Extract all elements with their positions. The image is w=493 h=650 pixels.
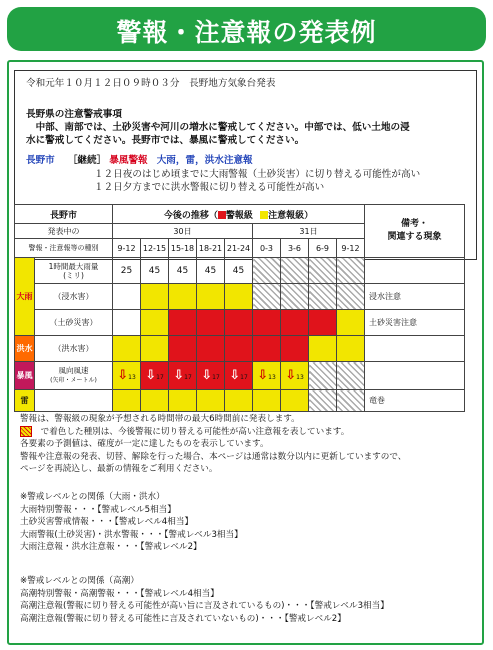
no-data-cell xyxy=(337,284,365,310)
wind-cell: ⇩17 xyxy=(169,362,197,390)
level-item: 土砂災害警戒情報・・・【警戒レベル4相当】 xyxy=(20,517,194,527)
issued-line: 令和元年１０月１２日０９時０３分 長野地方気象台発表 xyxy=(26,78,276,89)
level-cell xyxy=(197,336,225,362)
level-cell xyxy=(225,336,253,362)
page-title: 警報・注意報の発表例 xyxy=(116,18,377,47)
level-cell xyxy=(169,310,197,336)
level-cell xyxy=(141,336,169,362)
levels-tide-block xyxy=(20,575,389,625)
table-area-name: 長野市 xyxy=(15,205,113,224)
level-cell xyxy=(337,336,365,362)
level-cell xyxy=(169,390,197,412)
advisory-legend-icon xyxy=(260,211,268,219)
no-data-cell xyxy=(309,390,337,412)
notes-block xyxy=(20,413,406,476)
remark-cell xyxy=(365,362,465,390)
city-note-2: １２日夕方までに洪水警報に切り替える可能性が高い xyxy=(94,182,325,193)
wind-arrow-icon: ⇩ xyxy=(201,368,213,383)
note-line: ページを再読込し、最新の情報をご利用ください。 xyxy=(20,464,218,474)
level-cell xyxy=(113,390,141,412)
wind-arrow-icon: ⇩ xyxy=(229,368,241,383)
level-cell xyxy=(337,310,365,336)
wind-cell: ⇩13 xyxy=(113,362,141,390)
wind-cell: ⇩17 xyxy=(225,362,253,390)
level-cell xyxy=(141,310,169,336)
level-item: 大雨特別警報・・・【警戒レベル5相当】 xyxy=(20,504,176,515)
level-cell xyxy=(113,284,141,310)
wind-arrow-icon: ⇩ xyxy=(285,368,297,383)
inundation-label: （浸水害） xyxy=(35,284,113,310)
level-cell xyxy=(169,284,197,310)
remark-inundation: 浸水注意 xyxy=(365,284,465,310)
rain-value: 45 xyxy=(225,258,253,284)
category-thunder: 雷 xyxy=(15,390,35,412)
time-slot: 12-15 xyxy=(141,239,169,258)
landslide-label: （土砂災害） xyxy=(35,310,113,336)
no-data-cell xyxy=(309,258,337,284)
level-cell xyxy=(197,390,225,412)
wind-cell: ⇩13 xyxy=(253,362,281,390)
summary-heading: 長野県の注意警戒事項 xyxy=(26,109,122,120)
levels-heading: ※警戒レベルとの関係（高潮） xyxy=(20,576,139,586)
no-data-cell xyxy=(253,258,281,284)
note-line: で着色した種別は、今後警報に切り替える可能性が高い注意報を表しています。 xyxy=(20,426,406,439)
time-slot: 0-3 xyxy=(253,239,281,258)
remark-cell xyxy=(365,336,465,362)
day1-label: 30日 xyxy=(113,224,253,239)
continue-tag: ［継続］ xyxy=(67,155,107,166)
level-cell xyxy=(281,390,309,412)
category-rain: 大雨 xyxy=(15,258,35,336)
row-label-1: 発表中の xyxy=(15,224,113,239)
wind-arrow-icon: ⇩ xyxy=(173,368,185,383)
wind-cell: ⇩17 xyxy=(197,362,225,390)
wind-arrow-icon: ⇩ xyxy=(145,368,157,383)
summary-line-1: 中部、南部では、土砂災害や河川の増水に警戒してください。中部では、低い土地の浸 xyxy=(26,122,410,133)
note-line: 警報や注意報の発表、切替、解除を行った場合、本ページは通常は数分以内に更新していますので、 xyxy=(20,451,407,462)
level-cell xyxy=(253,390,281,412)
time-slot: 21-24 xyxy=(225,239,253,258)
level-cell xyxy=(253,336,281,362)
time-slot: 6-9 xyxy=(309,239,337,258)
remark-cell xyxy=(365,258,465,284)
note-line: 警報は、警報級の現象が予想される時間帯の最大6時間前に発表します。 xyxy=(20,414,300,424)
remarks-header: 備考・ 関連する現象 xyxy=(365,205,465,258)
switch-likely-icon xyxy=(20,426,32,437)
wind-arrow-icon: ⇩ xyxy=(117,368,129,383)
no-data-cell xyxy=(253,284,281,310)
note-line: 各要素の予測値は、確度が一定に達したものを表示しています。 xyxy=(20,439,269,449)
remark-thunder: 竜巻 xyxy=(365,390,465,412)
level-item: 高潮特別警報・高潮警報・・・【警戒レベル4相当】 xyxy=(20,588,219,599)
category-flood: 洪水 xyxy=(15,336,35,362)
rain-max-label: 1時間最大雨量 (ミリ) xyxy=(35,258,113,284)
rain-value: 45 xyxy=(141,258,169,284)
level-cell xyxy=(225,284,253,310)
level-item: 大雨注意報・洪水注意報・・・【警戒レベル2】 xyxy=(20,542,202,552)
summary-line-2: 水に警戒してください。長野市では、暴風に警戒してください。 xyxy=(26,135,305,146)
trend-header: 今後の推移（ 警報級 注意報級） xyxy=(113,205,365,224)
city-note-1: １２日夜のはじめ頃までに大雨警報（土砂災害）に切り替える可能性が高い xyxy=(94,169,421,180)
city-name: 長野市 xyxy=(26,155,55,166)
level-item: 高潮注意報(警報に切り替える可能性が高い旨に言及されているもの)・・・【警戒レベル3相当】 xyxy=(20,601,389,611)
no-data-cell xyxy=(281,284,309,310)
time-slot: 18-21 xyxy=(197,239,225,258)
category-storm: 暴風 xyxy=(15,362,35,390)
levels-rain-block xyxy=(20,491,243,554)
day2-label: 31日 xyxy=(253,224,365,239)
level-cell xyxy=(253,310,281,336)
time-slot: 9-12 xyxy=(337,239,365,258)
time-slot: 9-12 xyxy=(113,239,141,258)
time-slot: 15-18 xyxy=(169,239,197,258)
warn-legend-icon xyxy=(218,211,226,219)
level-cell xyxy=(225,310,253,336)
flood-label: （洪水害） xyxy=(35,336,113,362)
level-cell xyxy=(225,390,253,412)
no-data-cell xyxy=(337,362,365,390)
level-cell xyxy=(113,310,141,336)
forecast-timeline-table xyxy=(14,204,465,412)
thunder-label xyxy=(35,390,113,412)
level-cell xyxy=(281,336,309,362)
title-banner xyxy=(7,7,486,51)
rain-value: 45 xyxy=(197,258,225,284)
no-data-cell xyxy=(309,284,337,310)
rain-value: 25 xyxy=(113,258,141,284)
level-cell xyxy=(197,310,225,336)
row-label-2: 警報・注意報等の種別 xyxy=(15,239,113,258)
level-cell xyxy=(197,284,225,310)
no-data-cell xyxy=(337,390,365,412)
no-data-cell xyxy=(337,258,365,284)
levels-heading: ※警戒レベルとの関係（大雨・洪水） xyxy=(20,492,165,502)
time-slot: 3-6 xyxy=(281,239,309,258)
wind-cell: ⇩17 xyxy=(141,362,169,390)
rain-value: 45 xyxy=(169,258,197,284)
level-cell xyxy=(281,310,309,336)
level-cell xyxy=(113,336,141,362)
level-item: 大雨警報(土砂災害)・洪水警報・・・【警戒レベル3相当】 xyxy=(20,529,243,540)
wind-arrow-icon: ⇩ xyxy=(257,368,269,383)
level-cell xyxy=(141,390,169,412)
remark-landslide: 土砂災害注意 xyxy=(365,310,465,336)
advisory-text: 大雨，雷，洪水注意報 xyxy=(156,155,253,166)
level-item: 高潮注意報(警報に切り替える可能性に言及されていないもの)・・・【警戒レベル2】 xyxy=(20,613,346,624)
level-cell xyxy=(309,310,337,336)
level-cell xyxy=(169,336,197,362)
wind-label: 風向風速 (矢印・メートル) xyxy=(35,362,113,390)
no-data-cell xyxy=(281,258,309,284)
city-warning-line xyxy=(26,154,253,167)
wind-cell: ⇩13 xyxy=(281,362,309,390)
level-cell xyxy=(309,336,337,362)
warning-text: 暴風警報 xyxy=(109,155,148,166)
level-cell xyxy=(141,284,169,310)
no-data-cell xyxy=(309,362,337,390)
